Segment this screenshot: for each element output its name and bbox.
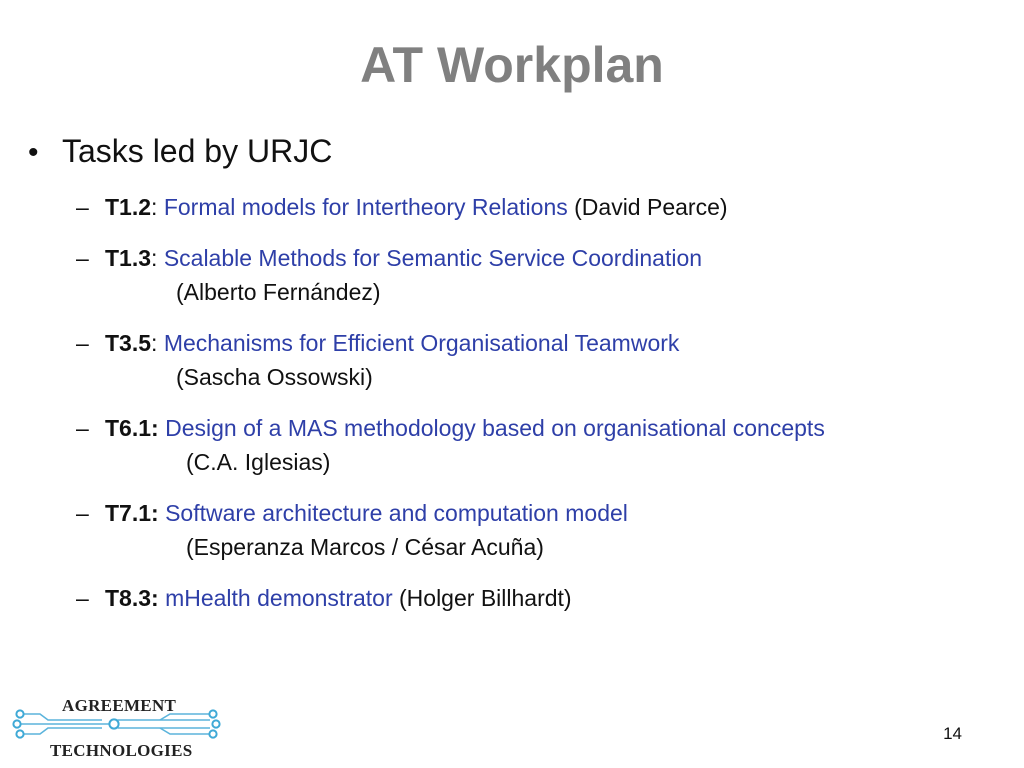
task-item-t1-3 xyxy=(76,241,825,309)
task-lead: (Sascha Ossowski) xyxy=(176,364,373,390)
task-lead: (C.A. Iglesias) xyxy=(186,449,331,475)
task-item-t8-3 xyxy=(76,581,825,615)
task-lead: (Esperanza Marcos / César Acuña) xyxy=(186,534,544,560)
task-lead: (Alberto Fernández) xyxy=(176,279,381,305)
dash-icon: – xyxy=(76,415,89,441)
task-code: T7.1: xyxy=(105,500,159,526)
task-name: Design of a MAS methodology based on organisational concepts xyxy=(165,415,825,441)
dash-icon: – xyxy=(76,500,89,526)
task-code: T1.3 xyxy=(105,245,152,271)
logo-line1: AGREEMENT xyxy=(62,696,177,715)
slide-title: AT Workplan xyxy=(360,37,664,93)
main-bullet-text: Tasks led by URJC xyxy=(62,133,333,169)
task-item-t3-5 xyxy=(76,326,825,394)
dash-icon: – xyxy=(76,585,89,611)
task-item-t1-2 xyxy=(76,190,825,224)
task-name: Scalable Methods for Semantic Service Coordination xyxy=(163,245,703,271)
task-separator: : xyxy=(151,194,158,220)
task-lead: (David Pearce) xyxy=(574,194,728,220)
task-list xyxy=(76,190,825,632)
task-name: Mechanisms for Efficient Organisational Teamwork xyxy=(163,330,680,356)
task-code: T6.1: xyxy=(105,415,159,441)
task-separator: : xyxy=(151,330,158,356)
agreement-technologies-logo xyxy=(10,694,236,762)
task-name: Formal models for Intertheory Relations xyxy=(163,194,568,220)
task-name: mHealth demonstrator xyxy=(165,585,393,611)
main-bullet xyxy=(28,133,332,170)
dash-icon: – xyxy=(76,245,89,271)
dash-icon: – xyxy=(76,330,89,356)
dash-icon: – xyxy=(76,194,89,220)
bullet-icon: • xyxy=(28,136,39,169)
task-item-t7-1 xyxy=(76,496,825,564)
task-code: T1.2 xyxy=(105,194,152,220)
logo-line2: TECHNOLOGIES xyxy=(50,741,193,760)
task-separator: : xyxy=(151,245,158,271)
page-number: 14 xyxy=(943,724,962,743)
task-item-t6-1 xyxy=(76,411,825,479)
task-lead: (Holger Billhardt) xyxy=(399,585,572,611)
task-code: T8.3: xyxy=(105,585,159,611)
task-code: T3.5 xyxy=(105,330,152,356)
task-name: Software architecture and computation model xyxy=(165,500,628,526)
